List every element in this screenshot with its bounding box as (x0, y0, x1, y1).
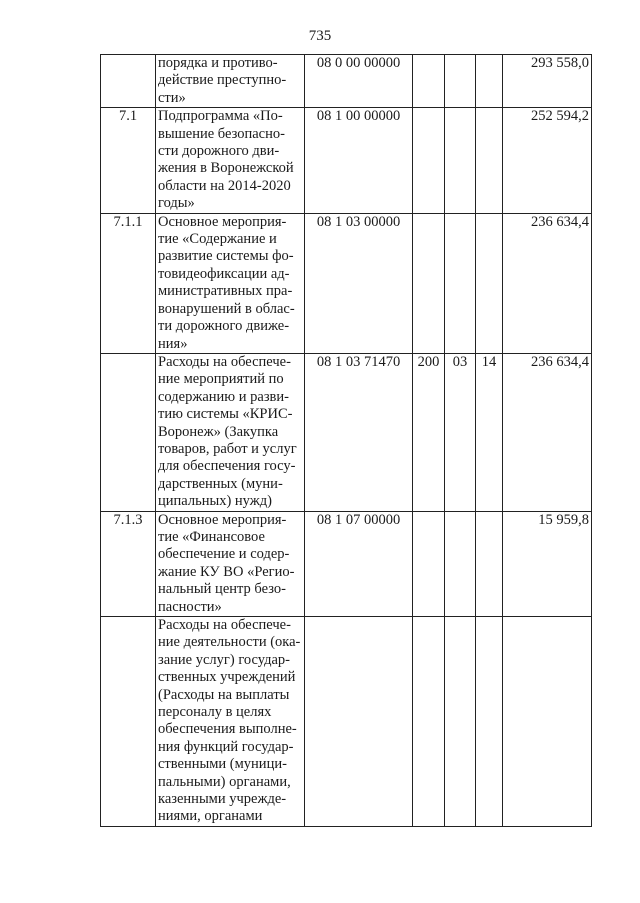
target-article-code (305, 617, 413, 827)
description-line: пальными) органами, (158, 773, 291, 790)
description-line: содержанию и разви- (158, 388, 289, 405)
amount: 236 634,4 (503, 353, 592, 511)
description-line: годы» (158, 195, 195, 212)
description-line: пасности» (158, 598, 222, 615)
description-line: для обеспечения госу- (158, 458, 296, 475)
expense-type-code: 200 (413, 353, 445, 511)
description-line: ние деятельности (ока- (158, 634, 301, 651)
budget-table (100, 54, 592, 827)
target-article-code: 08 0 00 00000 (305, 55, 413, 108)
subsection-code (476, 617, 503, 827)
section-code (445, 511, 476, 616)
description-line: обеспечения выполне- (158, 721, 297, 738)
row-number (101, 55, 156, 108)
description-line: сти дорожного дви- (158, 143, 280, 160)
row-description (156, 353, 305, 511)
description-line: развитие системы фо- (158, 248, 294, 265)
description-line: ния функций государ- (158, 738, 294, 755)
row-description (156, 617, 305, 827)
description-line: ственных учреждений (158, 669, 296, 686)
expense-type-code (413, 55, 445, 108)
row-number: 7.1.1 (101, 213, 156, 353)
description-line: Воронеж» (Закупка (158, 423, 279, 440)
table-row (101, 213, 592, 353)
expense-type-code (413, 108, 445, 213)
description-line: (Расходы на выплаты (158, 686, 290, 703)
target-article-code: 08 1 03 71470 (305, 353, 413, 511)
subsection-code: 14 (476, 353, 503, 511)
description-line: ниями, органами (158, 808, 263, 825)
row-number (101, 353, 156, 511)
target-article-code: 08 1 03 00000 (305, 213, 413, 353)
description-line: области на 2014-2020 (158, 177, 291, 194)
row-number (101, 617, 156, 827)
row-number: 7.1.3 (101, 511, 156, 616)
page-number: 735 (308, 28, 332, 44)
description-line: Основное мероприя- (158, 511, 287, 528)
description-line: ципальных) нужд) (158, 493, 272, 510)
description-line: порядка и противо- (158, 55, 278, 71)
expense-type-code (413, 511, 445, 616)
section-code (445, 108, 476, 213)
budget-table-body (101, 55, 592, 827)
description-line: персоналу в целях (158, 704, 272, 721)
description-line: нальный центр безо- (158, 581, 286, 598)
amount: 15 959,8 (503, 511, 592, 616)
description-line: ти дорожного движе- (158, 318, 290, 335)
description-line: дарственных (муни- (158, 475, 283, 492)
target-article-code: 08 1 00 00000 (305, 108, 413, 213)
table-row (101, 108, 592, 213)
section-code (445, 55, 476, 108)
description-line: Расходы на обеспече- (158, 353, 291, 370)
section-code: 03 (445, 353, 476, 511)
expense-type-code (413, 617, 445, 827)
description-line: обеспечение и содер- (158, 546, 290, 563)
description-line: тие «Финансовое (158, 528, 265, 545)
subsection-code (476, 55, 503, 108)
section-code (445, 617, 476, 827)
description-line: министративных пра- (158, 283, 293, 300)
description-line: товаров, работ и услуг (158, 440, 297, 457)
table-row (101, 353, 592, 511)
table-row (101, 511, 592, 616)
description-line: тие «Содержание и (158, 231, 277, 248)
row-description (156, 55, 305, 108)
description-line: ние мероприятий по (158, 371, 284, 388)
subsection-code (476, 108, 503, 213)
subsection-code (476, 213, 503, 353)
amount: 236 634,4 (503, 213, 592, 353)
description-line: сти» (158, 89, 186, 106)
description-line: Подпрограмма «По- (158, 108, 283, 125)
description-line: ственными (муници- (158, 756, 287, 773)
description-line: жения в Воронежской (158, 160, 294, 177)
description-line: жание КУ ВО «Регио- (158, 563, 295, 580)
description-line: тию системы «КРИС- (158, 406, 293, 423)
row-description (156, 511, 305, 616)
description-line: действие преступно- (158, 72, 287, 89)
description-line: вонарушений в облас- (158, 300, 295, 317)
row-number: 7.1 (101, 108, 156, 213)
table-row (101, 55, 592, 108)
row-description (156, 108, 305, 213)
amount (503, 617, 592, 827)
description-line: Основное мероприя- (158, 213, 287, 230)
description-line: Расходы на обеспече- (158, 617, 291, 633)
description-line: ния» (158, 335, 188, 352)
expense-type-code (413, 213, 445, 353)
target-article-code: 08 1 07 00000 (305, 511, 413, 616)
row-description (156, 213, 305, 353)
section-code (445, 213, 476, 353)
amount: 252 594,2 (503, 108, 592, 213)
description-line: казенными учрежде- (158, 791, 287, 808)
table-row (101, 617, 592, 827)
subsection-code (476, 511, 503, 616)
description-line: зание услуг) государ- (158, 651, 290, 668)
amount: 293 558,0 (503, 55, 592, 108)
description-line: товидеофиксации ад- (158, 265, 290, 282)
description-line: вышение безопасно- (158, 125, 285, 142)
